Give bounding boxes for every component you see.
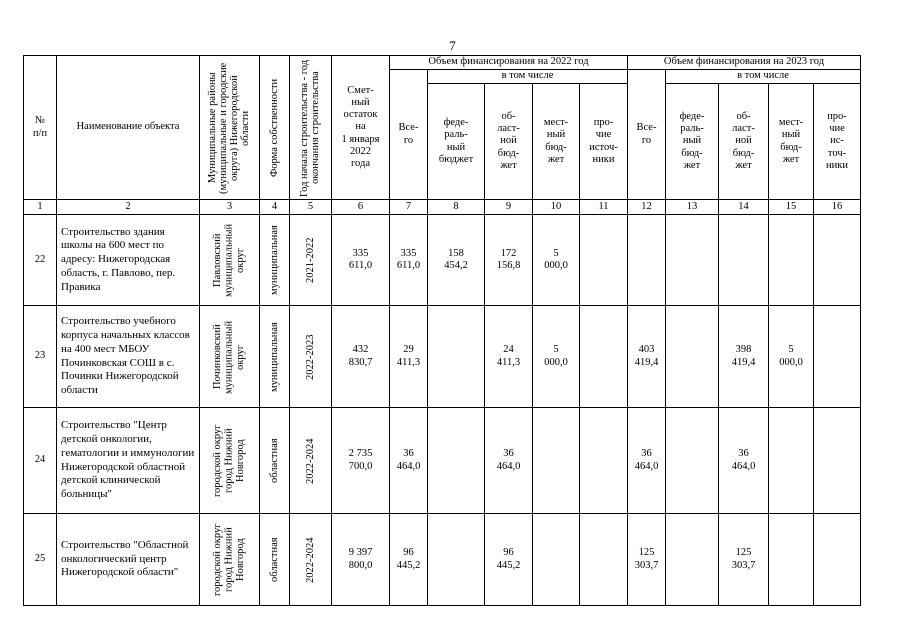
other-2023 xyxy=(814,215,861,306)
header-federal-2023: феде- раль- ный бюд- жет xyxy=(666,84,719,200)
estimate-remainder: 432 830,7 xyxy=(332,306,390,408)
header-municipality: Муниципальные районы (муниципальные и городские округа) Нижегородской области xyxy=(207,61,252,194)
total-2022: 29 411,3 xyxy=(390,306,428,408)
page-number: 7 xyxy=(449,38,456,53)
estimate-remainder: 2 735 700,0 xyxy=(332,408,390,514)
total-2023: 403 419,4 xyxy=(628,306,666,408)
total-2022: 96 445,2 xyxy=(390,514,428,606)
object-name: Строительство "Областной онкологический центр Нижегородской области" xyxy=(57,514,200,606)
municipality: городской округ город Нижний Новгород xyxy=(212,523,247,596)
column-number: 10 xyxy=(533,200,580,215)
estimate-remainder: 335 611,0 xyxy=(332,215,390,306)
municipality-cell xyxy=(200,408,260,514)
local-2023: 5 000,0 xyxy=(769,306,814,408)
header-row-no: № п/п xyxy=(24,56,57,200)
header-row-1 xyxy=(24,56,861,70)
total-2023 xyxy=(628,215,666,306)
municipality-cell xyxy=(200,514,260,606)
column-number: 14 xyxy=(719,200,769,215)
municipality-cell xyxy=(200,215,260,306)
header-estimate-remainder: Смет- ный остаток на 1 января 2022 года xyxy=(332,56,390,200)
column-number: 8 xyxy=(428,200,485,215)
table-row xyxy=(24,306,861,408)
local-2023 xyxy=(769,408,814,514)
row-number: 22 xyxy=(24,215,57,306)
row-number: 24 xyxy=(24,408,57,514)
header-object-name: Наименование объекта xyxy=(57,56,200,200)
years-cell xyxy=(290,408,332,514)
regional-2023: 398 419,4 xyxy=(719,306,769,408)
ownership: муниципальная xyxy=(268,321,280,392)
other-2023 xyxy=(814,514,861,606)
local-2022: 5 000,0 xyxy=(533,306,580,408)
local-2022 xyxy=(533,514,580,606)
other-2023 xyxy=(814,408,861,514)
column-number: 6 xyxy=(332,200,390,215)
row-number: 23 xyxy=(24,306,57,408)
column-number: 11 xyxy=(580,200,628,215)
header-fin-2022: Объем финансирования на 2022 год xyxy=(390,56,628,70)
header-other-2022: про- чие источ- ники xyxy=(580,84,628,200)
years-cell xyxy=(290,514,332,606)
column-number: 4 xyxy=(260,200,290,215)
regional-2023: 36 464,0 xyxy=(719,408,769,514)
header-local-2022: мест- ный бюд- жет xyxy=(533,84,580,200)
header-ownership-cell xyxy=(260,56,290,200)
regional-2022: 24 411,3 xyxy=(485,306,533,408)
column-number: 16 xyxy=(814,200,861,215)
column-number: 5 xyxy=(290,200,332,215)
years: 2022-2023 xyxy=(304,333,316,380)
header-municipality-cell xyxy=(200,56,260,200)
ownership-cell xyxy=(260,514,290,606)
header-total-2023: Все- го xyxy=(628,70,666,200)
years-cell xyxy=(290,306,332,408)
object-name: Строительство учебного корпуса начальных классов на 400 мест МБОУ Починковская СОШ в с. Починки Нижегородской области xyxy=(57,306,200,408)
local-2023 xyxy=(769,215,814,306)
ownership-cell xyxy=(260,215,290,306)
header-total-2022: Все- го xyxy=(390,70,428,200)
column-number: 7 xyxy=(390,200,428,215)
ownership: областная xyxy=(268,537,280,582)
local-2022 xyxy=(533,408,580,514)
local-2023 xyxy=(769,514,814,606)
municipality: Починковский муниципальный округ xyxy=(212,319,247,394)
header-years-cell xyxy=(290,56,332,200)
federal-2022 xyxy=(428,514,485,606)
table-row xyxy=(24,215,861,306)
other-2022 xyxy=(580,408,628,514)
ownership: муниципальная xyxy=(268,225,280,295)
column-number: 3 xyxy=(200,200,260,215)
years-cell xyxy=(290,215,332,306)
column-number: 2 xyxy=(57,200,200,215)
total-2023: 36 464,0 xyxy=(628,408,666,514)
header-including-2023: в том числе xyxy=(666,70,861,84)
column-number: 13 xyxy=(666,200,719,215)
federal-2022: 158 454,2 xyxy=(428,215,485,306)
federal-2023 xyxy=(666,306,719,408)
regional-2023 xyxy=(719,215,769,306)
column-numbers-row xyxy=(24,200,861,215)
table-row xyxy=(24,514,861,606)
header-other-2023: про- чие ис- точ- ники xyxy=(814,84,861,200)
header-fin-2023: Объем финансирования на 2023 год xyxy=(628,56,861,70)
column-number: 12 xyxy=(628,200,666,215)
financing-table xyxy=(23,55,861,606)
row-number: 25 xyxy=(24,514,57,606)
object-name: Строительство "Центр детской онкологии, гематологии и иммунологии Нижегородской областной детской клинической больницы" xyxy=(57,408,200,514)
federal-2023 xyxy=(666,215,719,306)
table-row xyxy=(24,408,861,514)
regional-2022: 96 445,2 xyxy=(485,514,533,606)
regional-2022: 172 156,8 xyxy=(485,215,533,306)
header-federal-2022: феде- раль- ный бюджет xyxy=(428,84,485,200)
ownership: областная xyxy=(268,438,280,483)
total-2022: 335 611,0 xyxy=(390,215,428,306)
other-2022 xyxy=(580,215,628,306)
header-years: Год начала строительства - год окончания строительства xyxy=(299,58,322,197)
municipality: городской округ город Нижний Новгород xyxy=(212,424,247,497)
federal-2023 xyxy=(666,514,719,606)
total-2023: 125 303,7 xyxy=(628,514,666,606)
ownership-cell xyxy=(260,306,290,408)
municipality-cell xyxy=(200,306,260,408)
column-number: 15 xyxy=(769,200,814,215)
federal-2023 xyxy=(666,408,719,514)
header-regional-2023: об- ласт- ной бюд- жет xyxy=(719,84,769,200)
federal-2022 xyxy=(428,408,485,514)
regional-2022: 36 464,0 xyxy=(485,408,533,514)
ownership-cell xyxy=(260,408,290,514)
header-including-2022: в том числе xyxy=(428,70,628,84)
federal-2022 xyxy=(428,306,485,408)
years: 2022-2024 xyxy=(304,536,316,583)
municipality: Павловский муниципальный округ xyxy=(212,223,247,297)
years: 2022-2024 xyxy=(304,437,316,484)
header-regional-2022: об- ласт- ной бюд- жет xyxy=(485,84,533,200)
other-2022 xyxy=(580,514,628,606)
years: 2021-2022 xyxy=(304,237,316,283)
total-2022: 36 464,0 xyxy=(390,408,428,514)
regional-2023: 125 303,7 xyxy=(719,514,769,606)
other-2023 xyxy=(814,306,861,408)
object-name: Строительство здания школы на 600 мест по адресу: Нижегородская область, г. Павлово, пер. Правика xyxy=(57,215,200,306)
local-2022: 5 000,0 xyxy=(533,215,580,306)
other-2022 xyxy=(580,306,628,408)
header-local-2023: мест- ный бюд- жет xyxy=(769,84,814,200)
estimate-remainder: 9 397 800,0 xyxy=(332,514,390,606)
column-number: 9 xyxy=(485,200,533,215)
header-ownership: Форма собственности xyxy=(268,78,280,177)
column-number: 1 xyxy=(24,200,57,215)
